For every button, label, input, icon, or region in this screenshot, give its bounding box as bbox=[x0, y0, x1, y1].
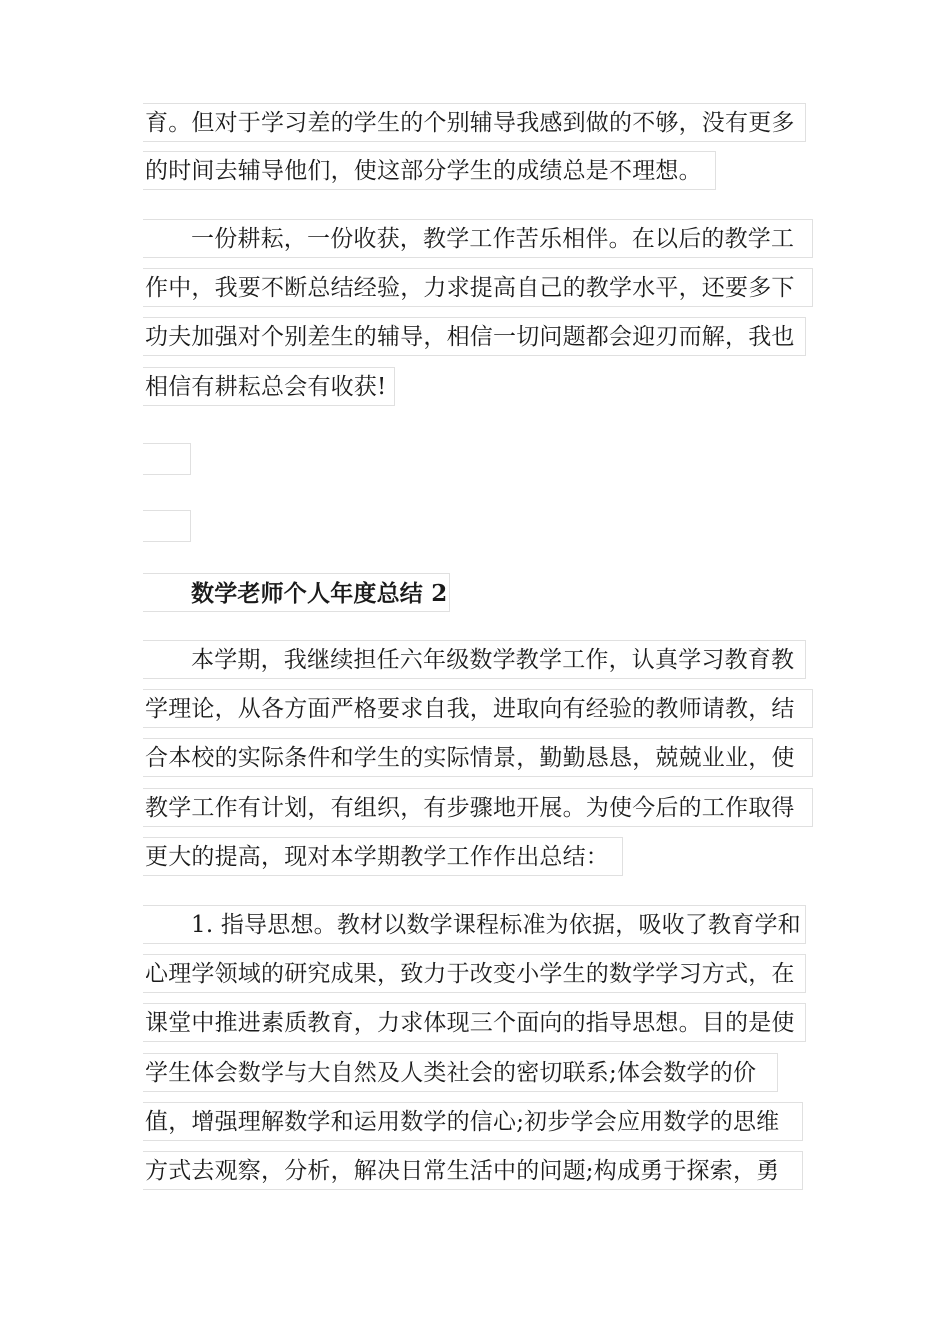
text-line: 值，增强理解数学和运用数学的信心;初步学会应用数学的思维 bbox=[143, 1102, 803, 1141]
text-line: 相信有耕耘总会有收获! bbox=[143, 367, 395, 406]
text-line: 一份耕耘，一份收获，教学工作苦乐相伴。在以后的教学工 bbox=[143, 219, 813, 258]
text-line: 育。但对于学习差的学生的个别辅导我感到做的不够，没有更多 bbox=[143, 103, 806, 142]
text-line: 功夫加强对个别差生的辅导，相信一切问题都会迎刃而解，我也 bbox=[143, 317, 806, 356]
text-line: 更大的提高，现对本学期教学工作作出总结： bbox=[143, 837, 623, 876]
text-line: 教学工作有计划，有组织，有步骤地开展。为使今后的工作取得 bbox=[143, 788, 813, 827]
empty-line bbox=[143, 510, 191, 542]
text-line: 学理论，从各方面严格要求自我，进取向有经验的教师请教，结 bbox=[143, 689, 813, 728]
text-line: 的时间去辅导他们，使这部分学生的成绩总是不理想。 bbox=[143, 151, 716, 190]
text-line: 学生体会数学与大自然及人类社会的密切联系;体会数学的价 bbox=[143, 1053, 778, 1092]
text-line: 课堂中推进素质教育，力求体现三个面向的指导思想。目的是使 bbox=[143, 1003, 806, 1042]
text-line: 方式去观察，分析，解决日常生活中的问题;构成勇于探索，勇 bbox=[143, 1151, 803, 1190]
text-line: 本学期，我继续担任六年级数学教学工作，认真学习教育教 bbox=[143, 640, 806, 679]
text-line: 1. 指导思想。教材以数学课程标准为依据，吸收了教育学和 bbox=[143, 905, 806, 944]
empty-line bbox=[143, 443, 191, 475]
text-line: 心理学领域的研究成果，致力于改变小学生的数学学习方式，在 bbox=[143, 954, 806, 993]
text-line: 合本校的实际条件和学生的实际情景，勤勤恳恳，兢兢业业，使 bbox=[143, 738, 813, 777]
text-line: 作中，我要不断总结经验，力求提高自己的教学水平，还要多下 bbox=[143, 268, 813, 307]
section-heading: 数学老师个人年度总结 2 bbox=[143, 573, 450, 612]
